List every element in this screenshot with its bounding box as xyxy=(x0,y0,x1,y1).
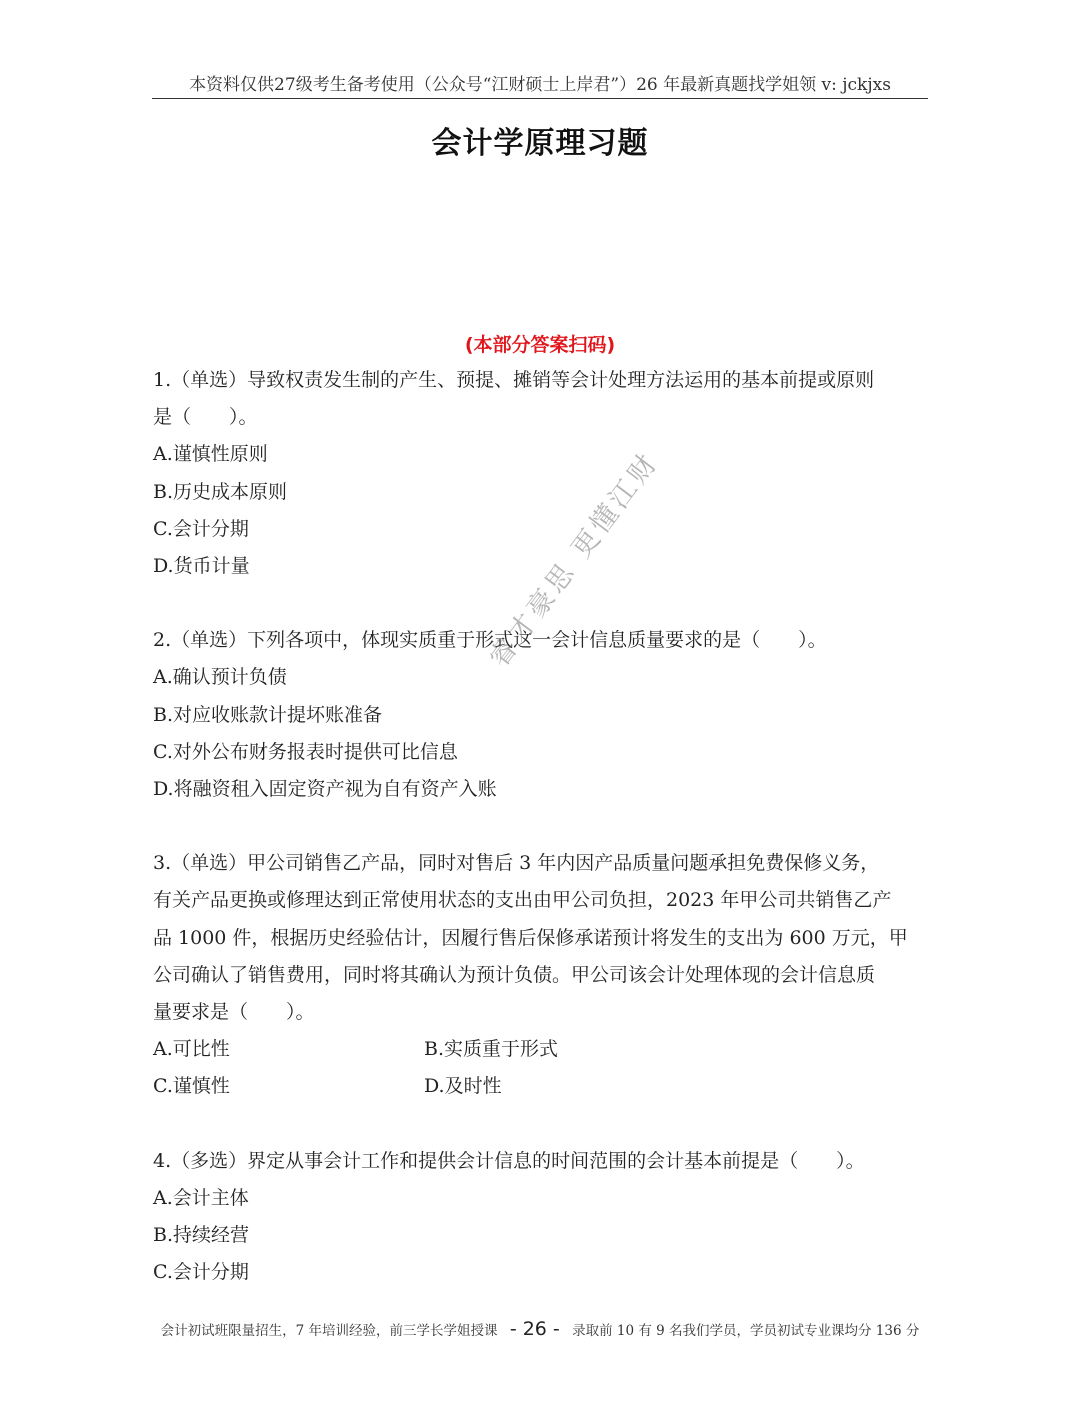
question-list xyxy=(153,362,931,1291)
footer-left-text: 会计初试班限量招生，7 年培训经验，前三学长学姐授课 xyxy=(160,1323,498,1339)
question-3-option-d: D.及时性 xyxy=(424,1075,502,1098)
question-3-option-row-1 xyxy=(153,1031,931,1068)
question-1-option-a: A.谨慎性原则 xyxy=(153,443,268,466)
question-3-option-c: C.谨慎性 xyxy=(153,1075,230,1098)
question-3-option-a: A.可比性 xyxy=(153,1038,230,1061)
answer-scan-note: (本部分答案扫码) xyxy=(464,334,616,356)
question-4-stem-line-1: 4.（多选）界定从事会计工作和提供会计信息的时间范围的会计基本前提是（ ）。 xyxy=(153,1149,865,1172)
page-header xyxy=(152,70,928,99)
question-1-option-c: C.会计分期 xyxy=(153,517,249,540)
question-1-stem-line-1: 1.（单选）导致权责发生制的产生、预提、摊销等会计处理方法运用的基本前提或原则 xyxy=(153,369,875,391)
question-4-option-c: C.会计分期 xyxy=(153,1261,249,1284)
question-4-option-b: B.持续经营 xyxy=(153,1224,250,1247)
question-3-option-row-2 xyxy=(153,1068,931,1105)
question-2-stem-line-1: 2.（单选）下列各项中，体现实质重于形式这一会计信息质量要求的是（ ）。 xyxy=(153,629,827,652)
header-text: 本资料仅供27级考生备考使用（公众号“江财硕士上岸君”）26 年最新真题找学姐领 v: jckjxs xyxy=(189,75,891,95)
watermark: 睿才豪思 更懂江财 xyxy=(483,446,666,674)
question-4-option-a: A.会计主体 xyxy=(153,1186,249,1209)
footer-right-text: 录取前 10 有 9 名我们学员，学员初试专业课均分 136 分 xyxy=(572,1323,920,1339)
question-2-option-d: D.将融资租入固定资产视为自有资产入账 xyxy=(153,778,497,801)
question-3-stem-line-2: 有关产品更换或修理达到正常使用状态的支出由甲公司负担，2023 年甲公司共销售乙产 xyxy=(153,889,892,912)
question-1-option-d: D.货币计量 xyxy=(153,555,250,578)
question-3-stem-line-1: 3.（单选）甲公司销售乙产品，同时对售后 3 年内因产品质量问题承担免费保修义务， xyxy=(153,852,880,875)
question-4 xyxy=(153,1143,931,1292)
question-2-option-c: C.对外公布财务报表时提供可比信息 xyxy=(153,740,458,763)
question-1-option-b: B.历史成本原则 xyxy=(153,480,288,503)
question-3-option-b: B.实质重于形式 xyxy=(424,1038,559,1061)
question-1 xyxy=(153,362,931,585)
question-1-stem-line-2: 是（ ）。 xyxy=(153,406,258,429)
question-2-option-a: A.确认预计负债 xyxy=(153,666,287,689)
page-number: - 26 - xyxy=(509,1318,560,1340)
page-footer xyxy=(0,1318,1080,1340)
question-3-stem-line-3: 品 1000 件，根据历史经验估计，因履行售后保修承诺预计将发生的支出为 600 万元，甲 xyxy=(153,926,908,949)
question-3-stem-line-4: 公司确认了销售费用，同时将其确认为预计负债。甲公司该会计处理体现的会计信息质 xyxy=(153,963,876,986)
question-2 xyxy=(153,622,931,808)
document-title: 会计学原理习题 xyxy=(431,126,649,161)
question-3-stem-line-5: 量要求是（ ）。 xyxy=(153,1001,315,1024)
question-3 xyxy=(153,845,931,1105)
question-2-option-b: B.对应收账款计提坏账准备 xyxy=(153,703,383,726)
